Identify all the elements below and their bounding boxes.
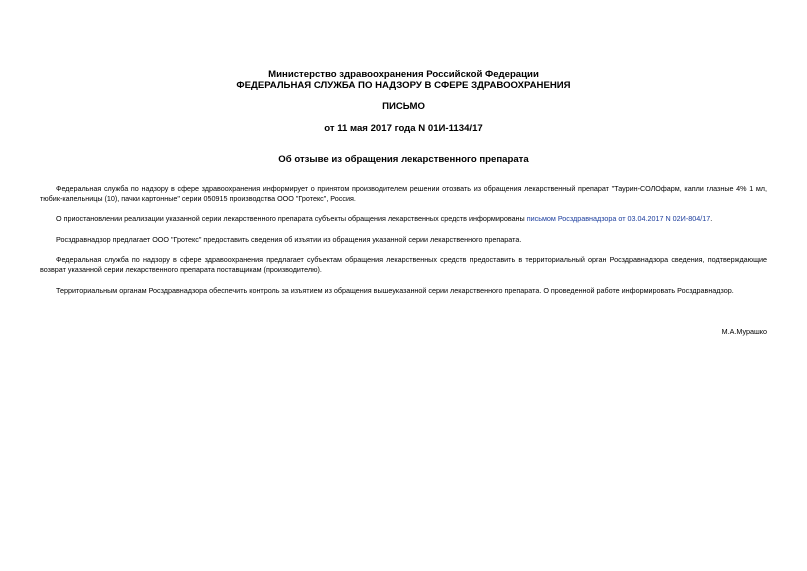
document-date-number: от 11 мая 2017 года N 01И-1134/17 bbox=[324, 123, 483, 134]
paragraph-grotex-request: Росздравнадзор предлагает ООО "Гротекс" предоставить сведения об изъятии из обращения указанной серии лекарственного препарата. bbox=[56, 235, 522, 244]
ministry-name: Министерство здравоохранения Российской Федерации bbox=[268, 69, 539, 80]
document-subject: Об отзыве из обращения лекарственного препарата bbox=[278, 154, 529, 165]
service-name: ФЕДЕРАЛЬНАЯ СЛУЖБА ПО НАДЗОРУ В СФЕРЕ ЗДРАВООХРАНЕНИЯ bbox=[236, 80, 571, 91]
paragraph-return-confirmation: Федеральная служба по надзору в сфере здравоохранения предлагает субъектам обращения лекарственных средств предоставить в территориальный орган Росздравнадзора сведения, подтверждающие возврат указанной серии лекарственного препарата поставщикам (производителю). bbox=[40, 255, 767, 274]
paragraph-suspension-end: . bbox=[710, 214, 713, 223]
signatory-name: М.А.Мурашко bbox=[721, 327, 767, 336]
paragraph-territorial-control: Территориальным органам Росздравнадзора обеспечить контроль за изъятием из обращения вышеуказанной серии лекарственного препарата. О проведенной работе информировать Росздравнадзор. bbox=[56, 286, 734, 295]
referenced-letter-link[interactable]: письмом Росздравнадзора от 03.04.2017 N 02И-804/17 bbox=[526, 214, 711, 223]
paragraph-suspension bbox=[40, 214, 767, 224]
paragraph-recall-notice: Федеральная служба по надзору в сфере здравоохранения информирует о принятом производителем решении отозвать из обращения лекарственный препарат "Таурин-СОЛОфарм, капли глазные 4% 1 мл, тюбик-капельницы (10), пачки картонные" серии 050915 производства ООО "Гротекс", Россия. bbox=[40, 184, 767, 203]
document-type: ПИСЬМО bbox=[382, 101, 425, 112]
paragraph-suspension-text: О приостановлении реализации указанной серии лекарственного препарата субъекты обращения лекарственных средств информированы bbox=[56, 214, 527, 223]
